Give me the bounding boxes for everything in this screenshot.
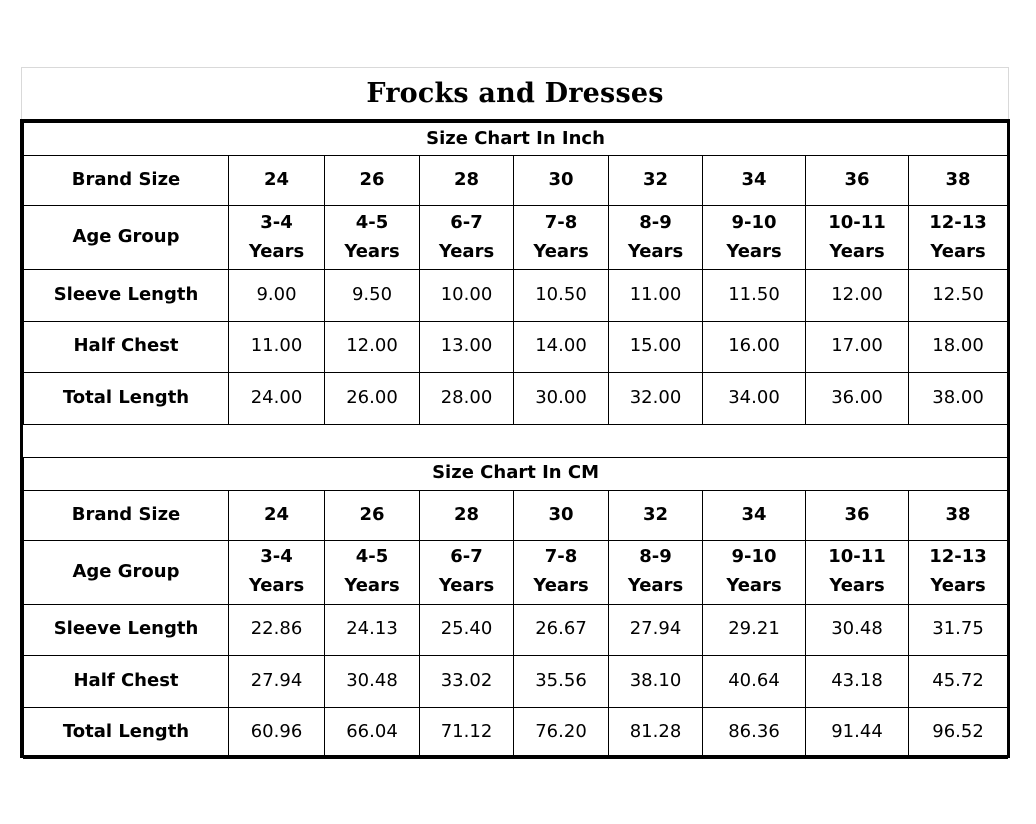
measurement-cell: 60.96 (229, 707, 325, 759)
measurement-row (24, 321, 1008, 373)
age-range: 4-5 (355, 211, 389, 233)
age-unit: Years (726, 240, 782, 262)
measurement-cell: 86.36 (703, 707, 806, 759)
measurement-cell: 38.00 (909, 373, 1008, 425)
brand-size-row (24, 156, 1008, 206)
age-group-row (24, 540, 1008, 604)
measurement-cell: 10.50 (514, 270, 609, 322)
measurement-cell: 25.40 (420, 604, 514, 656)
measurement-cell: 35.56 (514, 656, 609, 708)
brand-size-cell: 32 (609, 156, 703, 206)
title-cell (21, 67, 1009, 119)
measurement-cell: 10.00 (420, 270, 514, 322)
measurement-cell: 14.00 (514, 321, 609, 373)
age-group-row (24, 206, 1008, 270)
section-heading-row (24, 123, 1008, 156)
measurement-cell: 30.48 (325, 656, 420, 708)
measurement-cell: 13.00 (420, 321, 514, 373)
brand-size-row (24, 490, 1008, 540)
spacer-row (24, 424, 1008, 457)
brand-size-cell: 30 (514, 156, 609, 206)
age-group-cell (806, 540, 909, 604)
measurement-cell: 76.20 (514, 707, 609, 759)
brand-size-cell: 38 (909, 156, 1008, 206)
measurement-cell: 12.50 (909, 270, 1008, 322)
age-range: 7-8 (544, 211, 578, 233)
measurement-cell: 9.00 (229, 270, 325, 322)
measurement-cell: 81.28 (609, 707, 703, 759)
age-range: 6-7 (450, 546, 483, 568)
measurement-cell: 18.00 (909, 321, 1008, 373)
age-range: 10-11 (828, 546, 886, 568)
measurement-cell: 9.50 (325, 270, 420, 322)
measurement-cell: 32.00 (609, 373, 703, 425)
age-range: 9-10 (731, 546, 777, 568)
age-unit: Years (533, 575, 589, 596)
age-unit: Years (248, 240, 305, 262)
age-unit: Years (533, 240, 589, 262)
age-range: 3-4 (260, 211, 293, 233)
age-group-cell (514, 540, 609, 604)
age-group-cell (229, 540, 325, 604)
brand-size-cell: 26 (325, 490, 420, 540)
measurement-cell: 11.00 (229, 321, 325, 373)
measurement-cell: 91.44 (806, 707, 909, 759)
age-group-cell (609, 206, 703, 270)
brand-size-cell: 26 (325, 156, 420, 206)
measurement-cell: 27.94 (229, 656, 325, 708)
brand-size-cell: 24 (229, 156, 325, 206)
section-heading: Size Chart In Inch (24, 123, 1008, 156)
age-unit: Years (248, 575, 305, 596)
measurement-cell: 24.13 (325, 604, 420, 656)
row-label: Sleeve Length (24, 270, 229, 322)
measurement-cell: 96.52 (909, 707, 1008, 759)
measurement-cell: 34.00 (703, 373, 806, 425)
measurement-cell: 66.04 (325, 707, 420, 759)
row-label: Half Chest (24, 656, 229, 708)
age-group-cell (229, 206, 325, 270)
measurement-row (24, 373, 1008, 425)
brand-size-cell: 24 (229, 490, 325, 540)
section-heading-row (24, 457, 1008, 490)
measurement-cell: 40.64 (703, 656, 806, 708)
age-group-cell (806, 206, 909, 270)
age-group-cell (325, 206, 420, 270)
size-chart-table (23, 122, 1008, 759)
age-range: 12-13 (929, 546, 987, 568)
brand-size-cell: 34 (703, 156, 806, 206)
measurement-cell: 11.50 (703, 270, 806, 322)
brand-size-cell: 36 (806, 490, 909, 540)
measurement-cell: 12.00 (325, 321, 420, 373)
brand-size-cell: 38 (909, 490, 1008, 540)
measurement-cell: 33.02 (420, 656, 514, 708)
measurement-row (24, 656, 1008, 708)
age-unit: Years (726, 575, 782, 596)
size-chart-sheet (20, 119, 1010, 758)
age-group-cell (909, 540, 1008, 604)
spacer-cell (24, 424, 1008, 457)
measurement-cell: 38.10 (609, 656, 703, 708)
age-range: 9-10 (731, 211, 777, 233)
age-unit: Years (344, 575, 400, 596)
measurement-cell: 31.75 (909, 604, 1008, 656)
age-unit: Years (930, 575, 986, 596)
measurement-cell: 24.00 (229, 373, 325, 425)
measurement-cell: 45.72 (909, 656, 1008, 708)
age-group-cell (420, 540, 514, 604)
age-group-cell (514, 206, 609, 270)
age-group-cell (420, 206, 514, 270)
row-label: Half Chest (24, 321, 229, 373)
row-label: Age Group (24, 206, 229, 270)
age-unit: Years (829, 575, 885, 596)
brand-size-cell: 32 (609, 490, 703, 540)
age-unit: Years (344, 240, 400, 262)
measurement-cell: 36.00 (806, 373, 909, 425)
brand-size-cell: 34 (703, 490, 806, 540)
measurement-row (24, 604, 1008, 656)
age-unit: Years (930, 240, 986, 262)
measurement-cell: 22.86 (229, 604, 325, 656)
row-label: Sleeve Length (24, 604, 229, 656)
age-range: 10-11 (828, 211, 886, 233)
age-unit: Years (438, 240, 495, 262)
brand-size-cell: 30 (514, 490, 609, 540)
measurement-cell: 30.48 (806, 604, 909, 656)
age-group-cell (703, 206, 806, 270)
row-label: Total Length (24, 373, 229, 425)
brand-size-cell: 36 (806, 156, 909, 206)
age-unit: Years (627, 575, 684, 596)
measurement-cell: 17.00 (806, 321, 909, 373)
measurement-cell: 11.00 (609, 270, 703, 322)
measurement-cell: 71.12 (420, 707, 514, 759)
measurement-row (24, 707, 1008, 759)
measurement-cell: 26.67 (514, 604, 609, 656)
row-label: Brand Size (24, 156, 229, 206)
age-range: 7-8 (544, 546, 578, 568)
row-label: Brand Size (24, 490, 229, 540)
section-heading: Size Chart In CM (24, 457, 1008, 490)
age-range: 8-9 (639, 546, 672, 568)
age-unit: Years (438, 575, 495, 596)
page-title: Frocks and Dresses (366, 78, 664, 109)
measurement-cell: 43.18 (806, 656, 909, 708)
measurement-cell: 29.21 (703, 604, 806, 656)
age-range: 12-13 (929, 211, 987, 233)
measurement-cell: 12.00 (806, 270, 909, 322)
age-group-cell (325, 540, 420, 604)
measurement-cell: 16.00 (703, 321, 806, 373)
age-group-cell (909, 206, 1008, 270)
measurement-cell: 28.00 (420, 373, 514, 425)
age-range: 6-7 (450, 211, 483, 233)
measurement-cell: 27.94 (609, 604, 703, 656)
age-unit: Years (627, 240, 684, 262)
age-group-cell (703, 540, 806, 604)
measurement-cell: 15.00 (609, 321, 703, 373)
brand-size-cell: 28 (420, 156, 514, 206)
age-range: 3-4 (260, 546, 293, 568)
measurement-cell: 30.00 (514, 373, 609, 425)
row-label: Total Length (24, 707, 229, 759)
age-range: 8-9 (639, 211, 672, 233)
age-unit: Years (829, 240, 885, 262)
measurement-cell: 26.00 (325, 373, 420, 425)
age-range: 4-5 (355, 546, 389, 568)
brand-size-cell: 28 (420, 490, 514, 540)
measurement-row (24, 270, 1008, 322)
row-label: Age Group (24, 540, 229, 604)
age-group-cell (609, 540, 703, 604)
